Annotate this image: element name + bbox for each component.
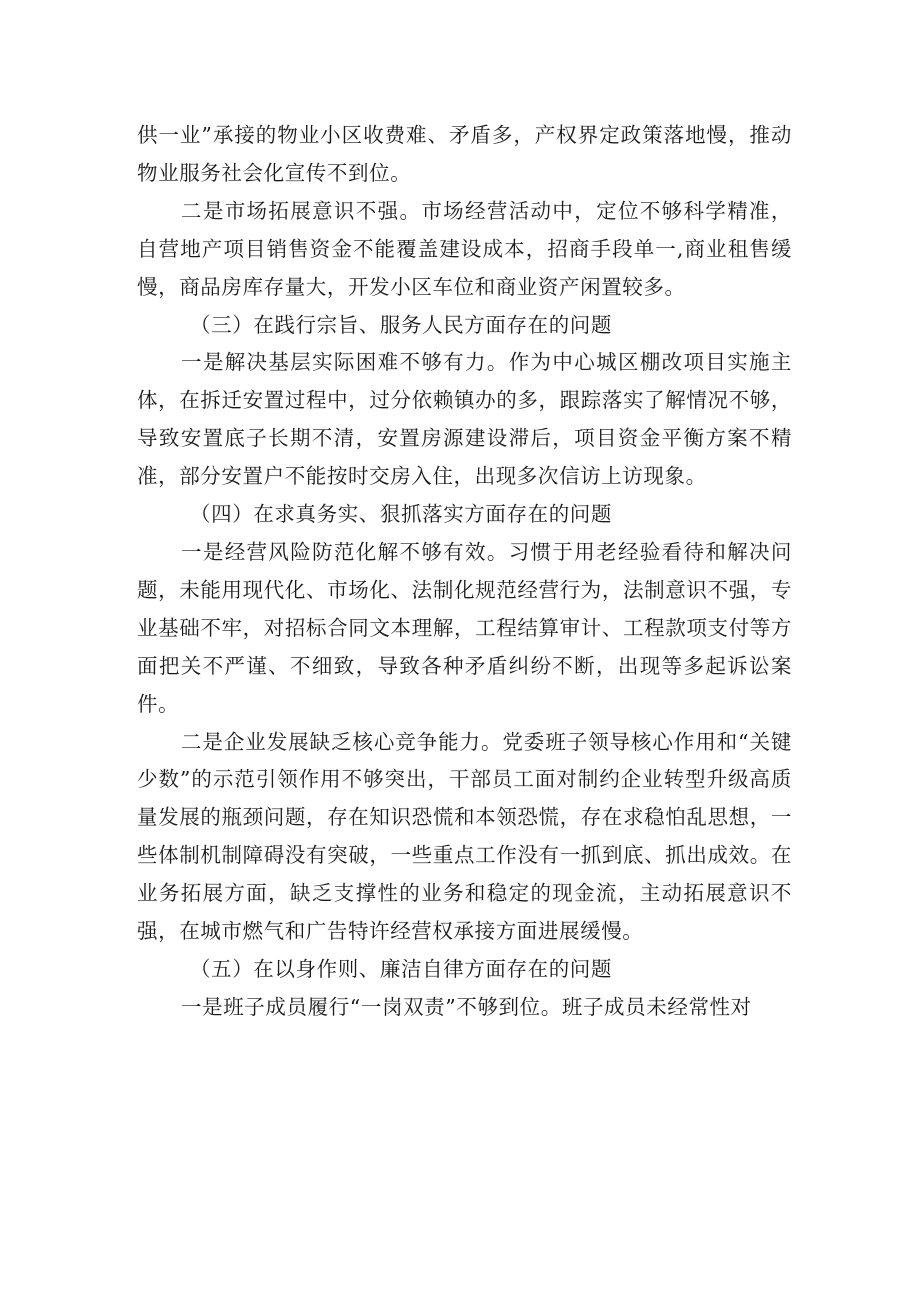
document-page — [137, 117, 792, 1027]
section-heading-four: （四）在求真务实、狠抓落实方面存在的问题 — [190, 502, 612, 527]
paragraph-continuation: 供一业”承接的物业小区收费难、矛盾多，产权界定政策落地慢，推动物业服务社会化宣传不到位。 — [137, 123, 792, 185]
paragraph-core-competitiveness: 二是企业发展缺乏核心竞争能力。党委班子领导核心作用和“关键少数”的示范引领作用不够突出，干部员工面对制约企业转型升级高质量发展的瓶颈问题，存在知识恐慌和本领恐慌，存在求稳怕乱思想，一些体制机制障碍没有突破，一些重点工作没有一抓到底、抓出成效。在业务拓展方面，缺乏支撑性的业务和稳定的现金流，主动拓展意识不强，在城市燃气和广告特许经营权承接方面进展缓慢。 — [137, 729, 792, 944]
section-heading-three: （三）在践行宗旨、服务人民方面存在的问题 — [190, 312, 612, 337]
paragraph-grassroots-difficulties: 一是解决基层实际困难不够有力。作为中心城区棚改项目实施主体，在拆迁安置过程中，过分依赖镇办的多，跟踪落实了解情况不够，导致安置底子长期不清，安置房源建设滞后，项目资金平衡方案不精准，部分安置户不能按时交房入住，出现多次信访上访现象。 — [137, 350, 792, 489]
paragraph-dual-responsibility: 一是班子成员履行“一岗双责”不够到位。班子成员未经常性对 — [181, 994, 752, 1019]
section-heading-five: （五）在以身作则、廉洁自律方面存在的问题 — [190, 956, 612, 981]
paragraph-market-expansion: 二是市场拓展意识不强。市场经营活动中，定位不够科学精准，自营地产项目销售资金不能覆盖建设成本，招商手段单一,商业租售缓慢，商品房库存量大，开发小区车位和商业资产闲置较多。 — [137, 198, 792, 299]
paragraph-operational-risk: 一是经营风险防范化解不够有效。习惯于用老经验看待和解决问题，未能用现代化、市场化、法制化规范经营行为，法制意识不强，专业基础不牢，对招标合同文本理解，工程结算审计、工程款项支付等方面把关不严谨、不细致，导致各种矛盾纠纷不断，出现等多起诉讼案件。 — [137, 539, 792, 716]
